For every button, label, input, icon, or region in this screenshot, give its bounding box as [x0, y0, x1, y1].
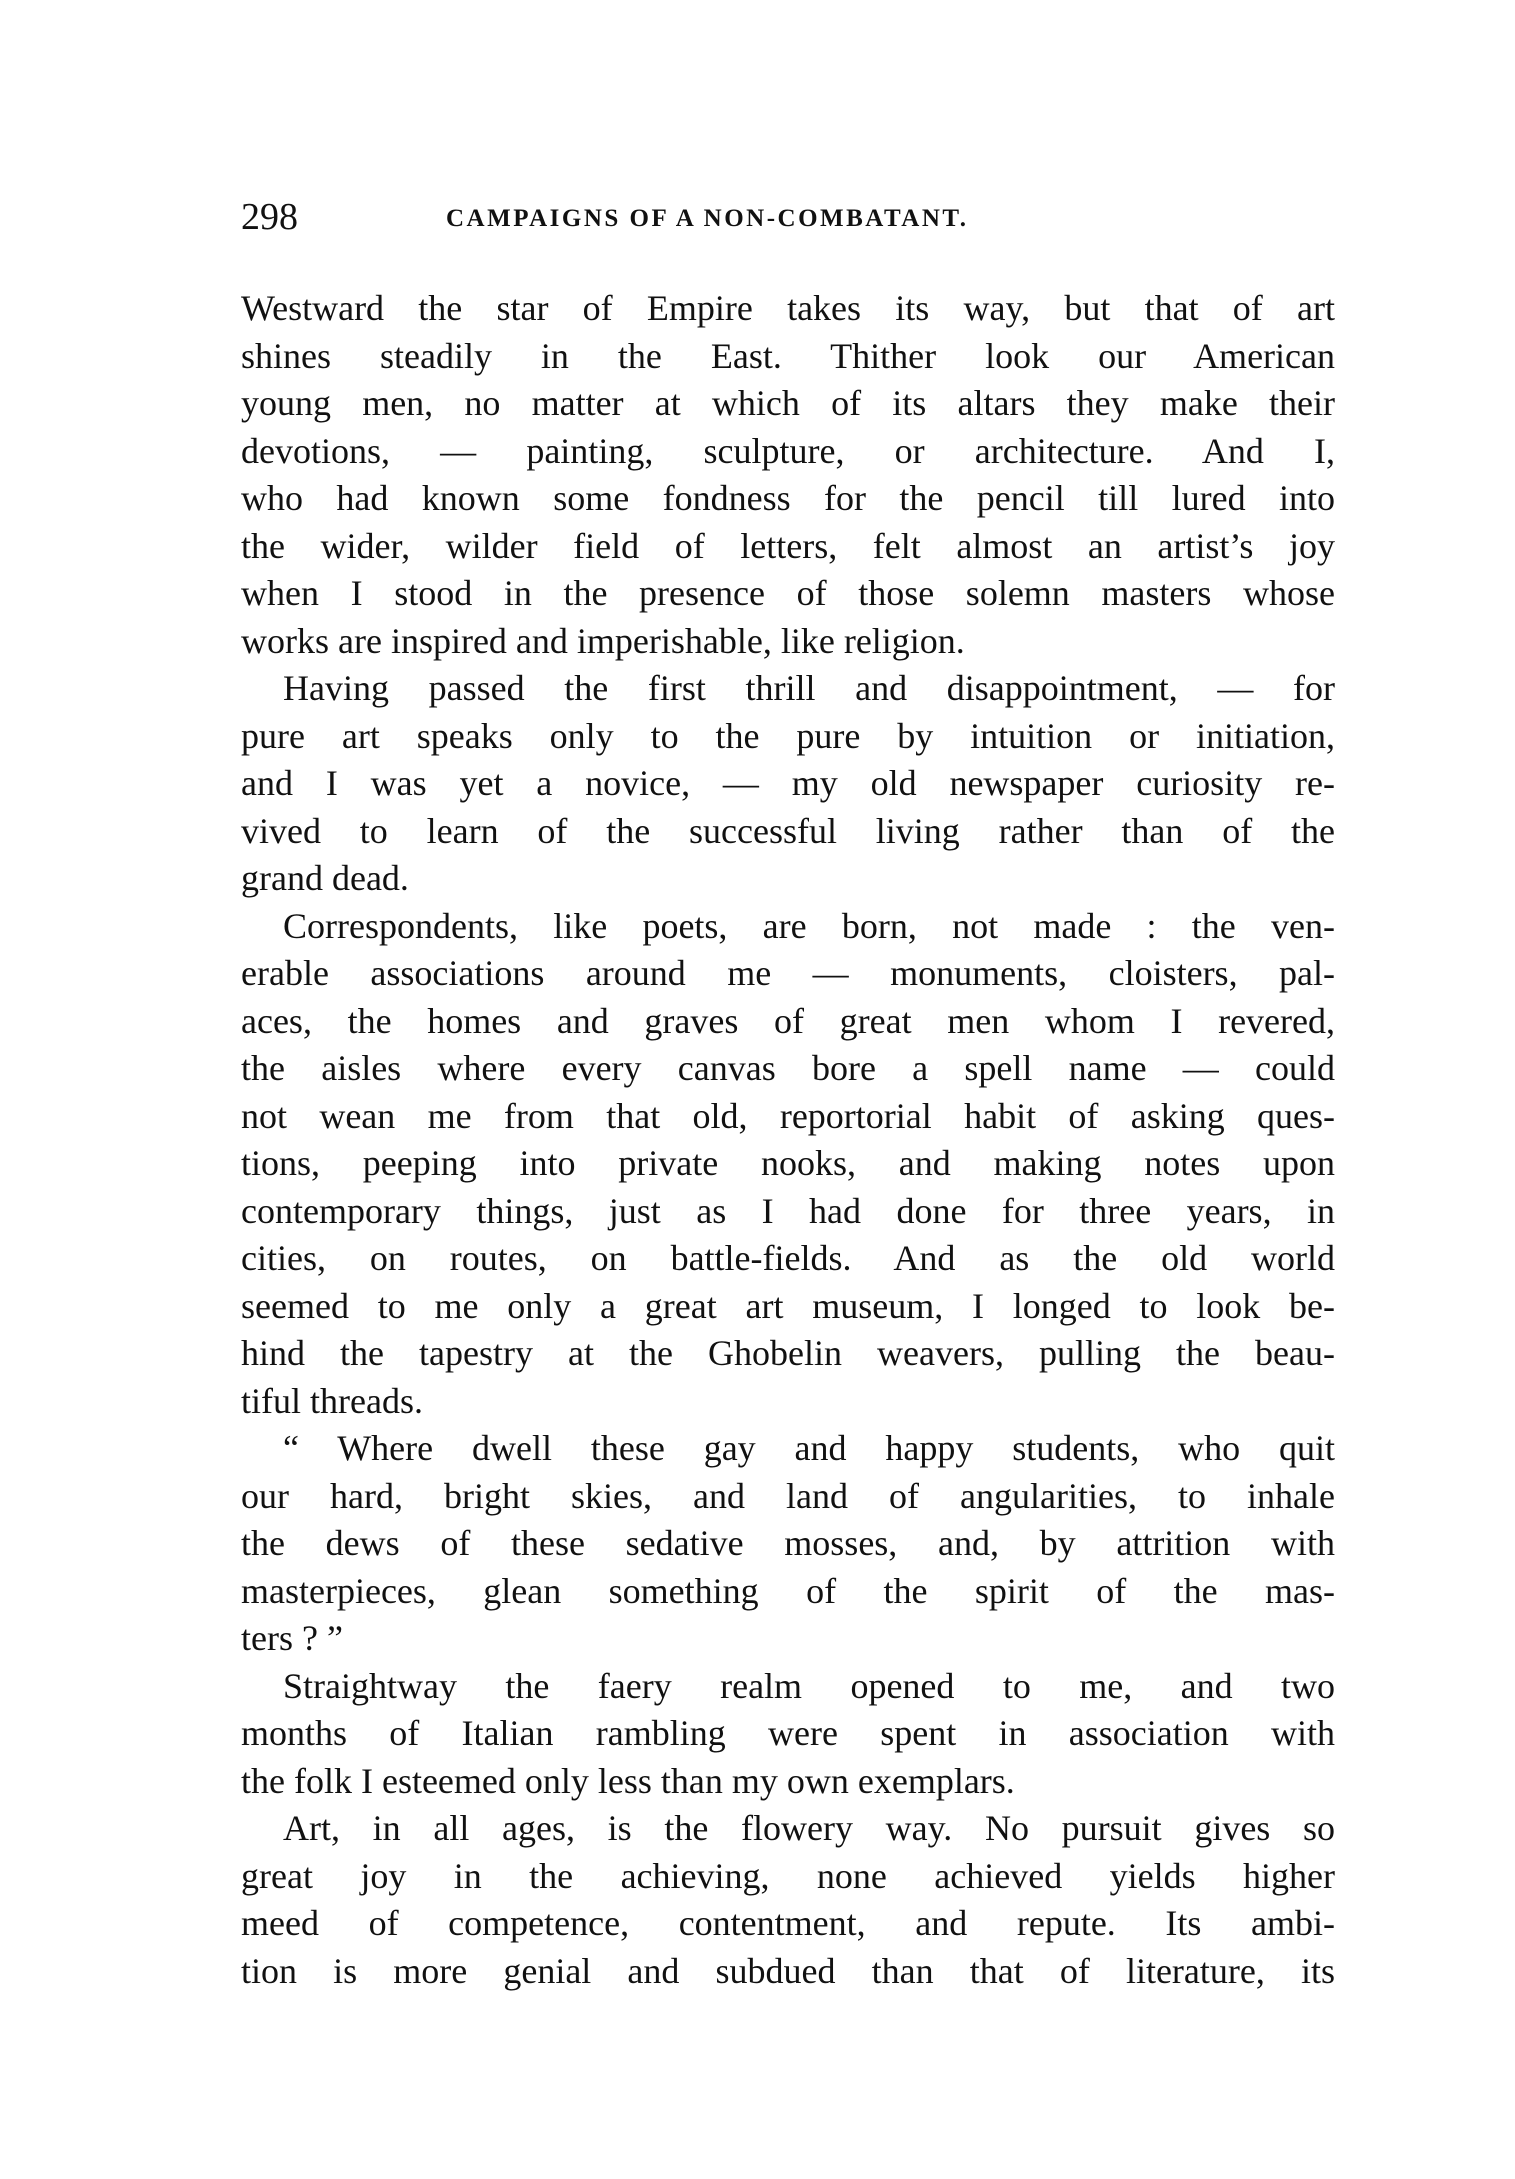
text-line: erable associations around me — monuments, cloisters, pal-	[241, 953, 1335, 993]
text-line: Straightway the faery realm opened to me, and two	[283, 1665, 1335, 1706]
text-line: Having passed the first thrill and disappointment, — for	[283, 668, 1335, 708]
text-line: who had known some fondness for the pencil till lured into	[241, 478, 1335, 518]
paragraph	[241, 1663, 1335, 1806]
page-number: 298	[241, 196, 298, 238]
text-line: when I stood in the presence of those solemn masters whose	[241, 573, 1335, 613]
text-line: months of Italian rambling were spent in association with	[241, 1713, 1335, 1753]
text-line: ters ? ”	[241, 1618, 343, 1658]
running-title: CAMPAIGNS OF A NON-COMBATANT.	[446, 205, 969, 232]
text-line: contemporary things, just as I had done for three years, in	[241, 1190, 1335, 1231]
text-line: grand dead.	[241, 858, 409, 898]
text-line: the wider, wilder field of letters, felt almost an artist’s joy	[241, 525, 1335, 566]
body-text	[241, 285, 1335, 1995]
text-line: hind the tapestry at the Ghobelin weavers, pulling the beau-	[241, 1333, 1335, 1373]
text-line: devotions, — painting, sculpture, or architecture. And I,	[241, 430, 1335, 471]
text-line: Westward the star of Empire takes its way, but that of art	[241, 288, 1335, 328]
paragraph	[241, 1805, 1335, 1995]
text-line: the aisles where every canvas bore a spell name — could	[241, 1048, 1335, 1088]
text-line: tiful threads.	[241, 1380, 423, 1421]
text-line: tions, peeping into private nooks, and making notes upon	[241, 1143, 1335, 1183]
paragraph	[241, 903, 1335, 1426]
text-line: masterpieces, glean something of the spirit of the mas-	[241, 1570, 1335, 1611]
text-line: our hard, bright skies, and land of angularities, to inhale	[241, 1475, 1335, 1516]
running-header	[241, 195, 1335, 239]
text-line: meed of competence, contentment, and repute. Its ambi-	[241, 1903, 1335, 1943]
text-line: works are inspired and imperishable, like religion.	[241, 620, 965, 661]
text-line: young men, no matter at which of its altars they make their	[241, 383, 1335, 423]
text-line: Art, in all ages, is the flowery way. No pursuit gives so	[283, 1808, 1335, 1848]
paragraph	[241, 665, 1335, 903]
text-line: cities, on routes, on battle-fields. And as the old world	[241, 1238, 1335, 1278]
text-line: tion is more genial and subdued than that of literature, its	[241, 1950, 1335, 1991]
text-line: not wean me from that old, reportorial habit of asking ques-	[241, 1095, 1335, 1136]
text-line: the dews of these sedative mosses, and, by attrition with	[241, 1523, 1335, 1563]
text-line: seemed to me only a great art museum, I longed to look be-	[241, 1285, 1335, 1326]
paragraph	[241, 285, 1335, 665]
text-line: Correspondents, like poets, are born, not made : the ven-	[283, 905, 1335, 946]
text-line: “ Where dwell these gay and happy students, who quit	[283, 1428, 1335, 1468]
text-line: vived to learn of the successful living rather than of the	[241, 810, 1335, 851]
text-line: the folk I esteemed only less than my own exemplars.	[241, 1760, 1015, 1801]
paragraph	[241, 1425, 1335, 1663]
text-line: great joy in the achieving, none achieved yields higher	[241, 1855, 1335, 1896]
text-line: and I was yet a novice, — my old newspaper curiosity re-	[241, 763, 1335, 803]
text-line: aces, the homes and graves of great men whom I revered,	[241, 1000, 1335, 1041]
text-line: shines steadily in the East. Thither look our American	[241, 335, 1335, 376]
text-line: pure art speaks only to the pure by intuition or initiation,	[241, 715, 1335, 756]
